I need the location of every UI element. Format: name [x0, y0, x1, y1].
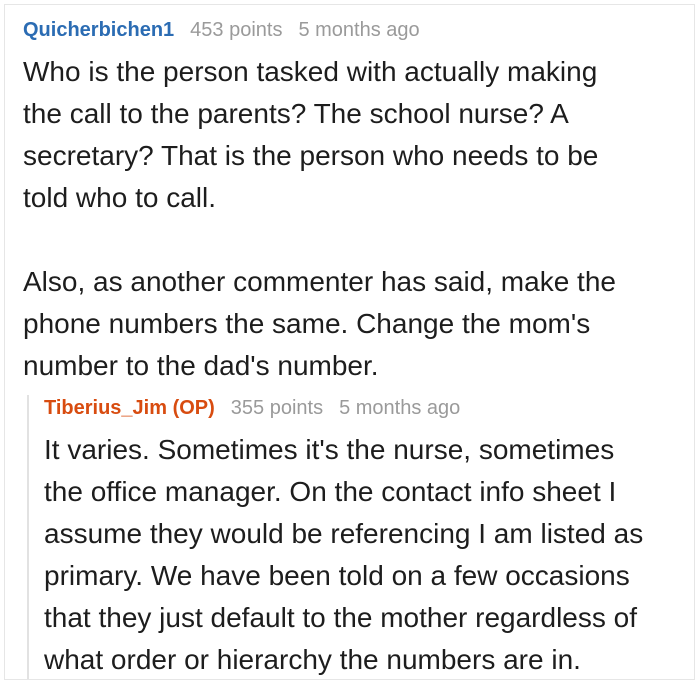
reply-comment: [27, 395, 694, 680]
reply-author-link[interactable]: Tiberius_Jim (OP): [44, 397, 215, 419]
reply-body: [44, 429, 694, 680]
comment-paragraph: Who is the person tasked with actually making the call to the parents? The school nurse? A secretary? That is the person who needs to be told who to call.: [23, 56, 599, 213]
reply-paragraph: It varies. Sometimes it's the nurse, sometimes the office manager. On the contact info sheet I assume they would be referencing I am listed as primary. We have been told on a few occasions that they just default to the mother regardless of what order or hierarchy the numbers are in.: [44, 434, 644, 675]
comment-body: [23, 51, 694, 387]
comment-points: 453 points: [190, 19, 283, 41]
comment-header: [23, 17, 694, 43]
comment-top-level: [23, 17, 694, 680]
comment-paragraph: Also, as another commenter has said, make the phone numbers the same. Change the mom's number to the dad's number.: [23, 266, 616, 381]
comment-author-link[interactable]: Quicherbichen1: [23, 19, 175, 41]
reply-timestamp: 5 months ago: [339, 397, 461, 419]
comment-timestamp: 5 months ago: [298, 19, 420, 41]
comment-thread-card: [4, 4, 695, 680]
reply-points: 355 points: [230, 397, 324, 419]
reply-header: [44, 395, 694, 421]
